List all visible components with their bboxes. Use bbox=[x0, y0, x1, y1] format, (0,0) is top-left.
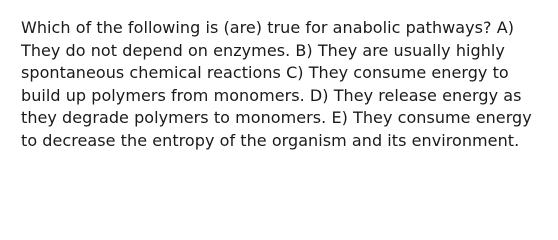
question-line: spontaneous chemical reactions C) They consume energy to bbox=[21, 63, 509, 83]
question-text bbox=[21, 17, 551, 153]
question-line: They do not depend on enzymes. B) They are usually highly bbox=[21, 40, 505, 60]
question-line: build up polymers from monomers. D) They release energy as bbox=[21, 85, 522, 105]
question-line: to decrease the entropy of the organism and its environment. bbox=[21, 130, 520, 150]
question-line: they degrade polymers to monomers. E) They consume energy bbox=[21, 108, 532, 128]
question-line: Which of the following is (are) true for anabolic pathways? A) bbox=[21, 18, 515, 37]
